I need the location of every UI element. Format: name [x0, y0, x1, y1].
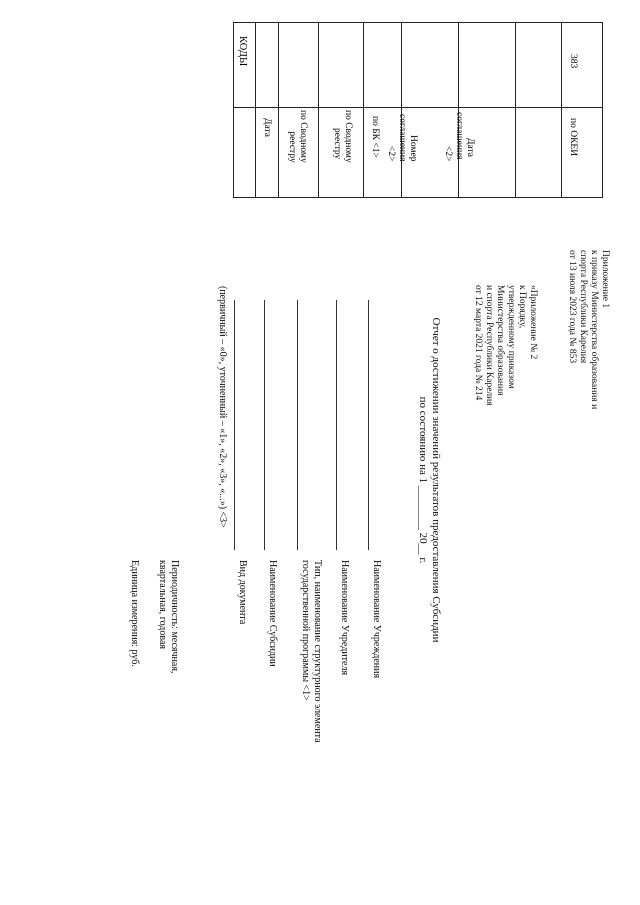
procedure-annex-block [472, 285, 538, 406]
doc-type-label: Вид документа [237, 560, 248, 625]
subsidy-underline [264, 300, 265, 550]
codes-agreement-no-line: соглашения [397, 114, 407, 162]
annex-block [566, 250, 610, 409]
program-underline [297, 300, 298, 550]
codes-agreement-no-line: Номер [408, 135, 418, 162]
institution-label: Наименование Учреждения [371, 560, 382, 679]
program-label-line: Тип, наименование структурного элемента [312, 560, 323, 743]
codes-agreement-date-line: <2> [443, 146, 453, 162]
doc-type-underline [234, 300, 235, 550]
periodicity-label-line: Периодичность: месячная, [169, 560, 180, 674]
doc-type-note: (первичный – «0», уточненный – «1», «2», «3», «...») <3> [217, 286, 228, 528]
codes-bk-label: по БК <1> [370, 116, 380, 158]
codes-registry1-line: по Сводному [298, 110, 308, 163]
founder-underline [336, 300, 337, 550]
procedure-annex-line: Министерства образования [495, 285, 505, 396]
codes-header: КОДЫ [237, 36, 248, 67]
institution-underline [368, 300, 369, 550]
procedure-annex-line: и спорта Республики Карелия [484, 285, 494, 406]
report-title [416, 250, 442, 710]
codes-agreement-date-line: Дата [465, 138, 475, 157]
procedure-annex-line: утвержденному приказом [506, 285, 516, 389]
annex-line: Приложение 1 [600, 250, 610, 309]
periodicity-label-line: квартальная, годовая [157, 560, 168, 649]
report-date-line: по состоянию на 1 ________ 20__ г. [417, 396, 429, 564]
report-title-line: Отчет о достижении значений результатов предоставления Субсидии [430, 317, 442, 643]
procedure-annex-line: от 12 марта 2021 года № 214 [473, 285, 483, 401]
codes-registry2-line: реестру [332, 128, 342, 160]
codes-agreement-date-line: соглашения [454, 112, 464, 160]
annex-line: к приказу Министерства образования и [589, 250, 599, 410]
program-label-line: государственной программы <1> [300, 560, 311, 701]
periodicity-label [156, 560, 180, 673]
codes-table-frame [233, 22, 603, 198]
procedure-annex-line: к Порядку, [517, 285, 527, 329]
annex-line: спорта Республики Карелия [578, 250, 588, 364]
subsidy-label: Наименование Субсидии [267, 560, 278, 667]
program-label [299, 560, 323, 743]
founder-label: Наименование Учредителя [339, 560, 350, 676]
codes-okei-label: по ОКЕИ [568, 118, 578, 157]
codes-registry2-line: по Сводному [343, 110, 353, 163]
unit-label: Единица измерения: руб. [129, 560, 140, 667]
codes-table-grid [233, 22, 603, 198]
procedure-annex-line: «Приложение № 2 [528, 285, 538, 360]
codes-okei-code: 383 [568, 54, 578, 69]
codes-registry1-line: реестру [287, 131, 297, 163]
codes-date-label: Дата [262, 118, 272, 137]
annex-line: от 13 июля 2023 года № 853 [567, 250, 577, 364]
codes-agreement-no-line: <2> [386, 146, 396, 162]
